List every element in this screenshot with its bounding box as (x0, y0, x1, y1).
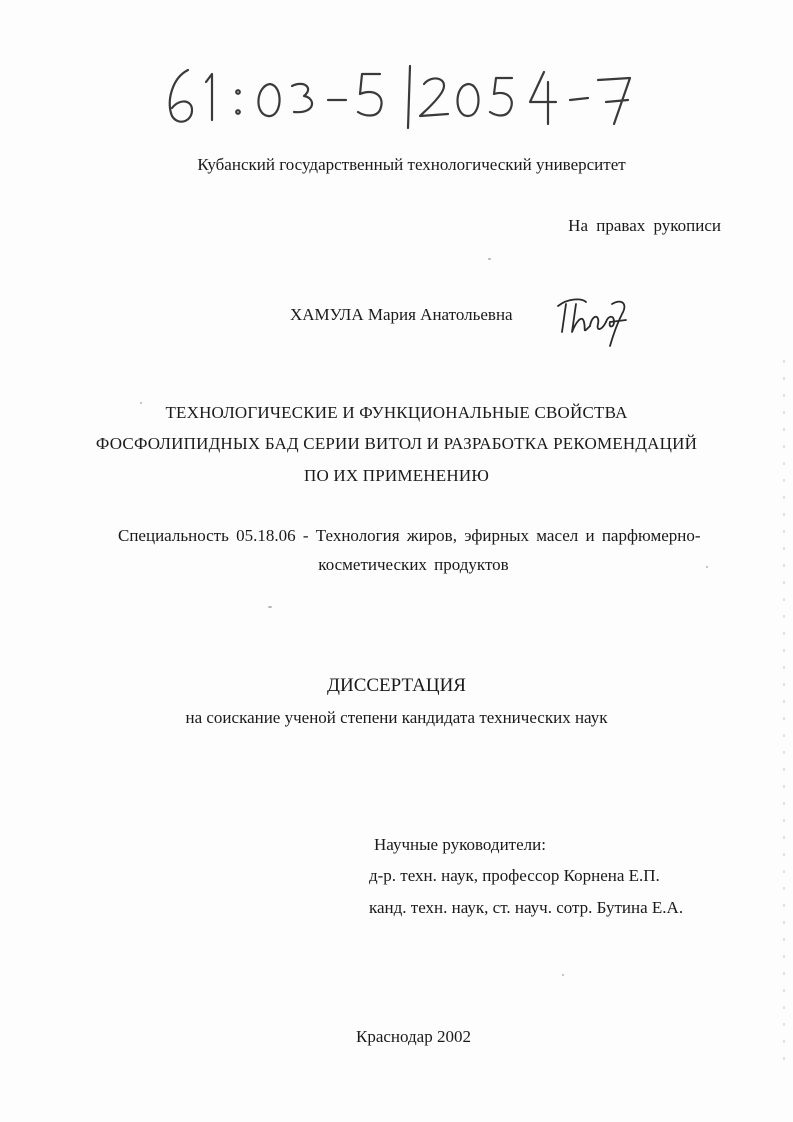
signature-icon (552, 292, 634, 348)
supervisors-heading: Научные руководители: (374, 835, 546, 854)
document-type: ДИССЕРТАЦИЯ (327, 675, 466, 696)
author-name: ХАМУЛА Мария Анатольевна (290, 305, 513, 324)
supervisor-item: канд. техн. наук, ст. науч. сотр. Бутина Е.А. (369, 898, 684, 917)
degree-line: на соискание ученой степени кандидата технических наук (185, 708, 608, 727)
city-year: Краснодар 2002 (356, 1027, 471, 1046)
title-line-1: ТЕХНОЛОГИЧЕСКИЕ И ФУНКЦИОНАЛЬНЫЕ СВОЙСТВА (165, 403, 628, 422)
title-line-3: ПО ИХ ПРИМЕНЕНИЮ (303, 466, 489, 485)
scan-edge-artifact (783, 360, 785, 1060)
title-line-2: ФОСФОЛИПИДНЫХ БАД СЕРИИ ВИТОЛ И РАЗРАБОТКА РЕКОМЕНДАЦИЙ (95, 434, 698, 453)
rights-note: На правах рукописи (568, 216, 721, 235)
specialty-line-2: косметических продуктов (318, 555, 509, 574)
supervisor-item: д-р. техн. наук, профессор Корнена Е.П. (369, 866, 660, 885)
signature-drawing (552, 292, 634, 348)
specialty-line-1: Специальность 05.18.06 - Технология жиров, эфирных масел и парфюмерно- (118, 526, 701, 545)
university-name: Кубанский государственный технологический университет (197, 155, 626, 174)
archive-code-text (158, 62, 159, 63)
scan-speck (488, 258, 491, 260)
scan-speck (140, 402, 142, 404)
handwritten-code-drawing (158, 62, 648, 134)
scan-speck (562, 974, 564, 976)
scan-speck (706, 566, 708, 568)
scan-speck (268, 606, 272, 608)
handwritten-archive-code (158, 62, 648, 134)
